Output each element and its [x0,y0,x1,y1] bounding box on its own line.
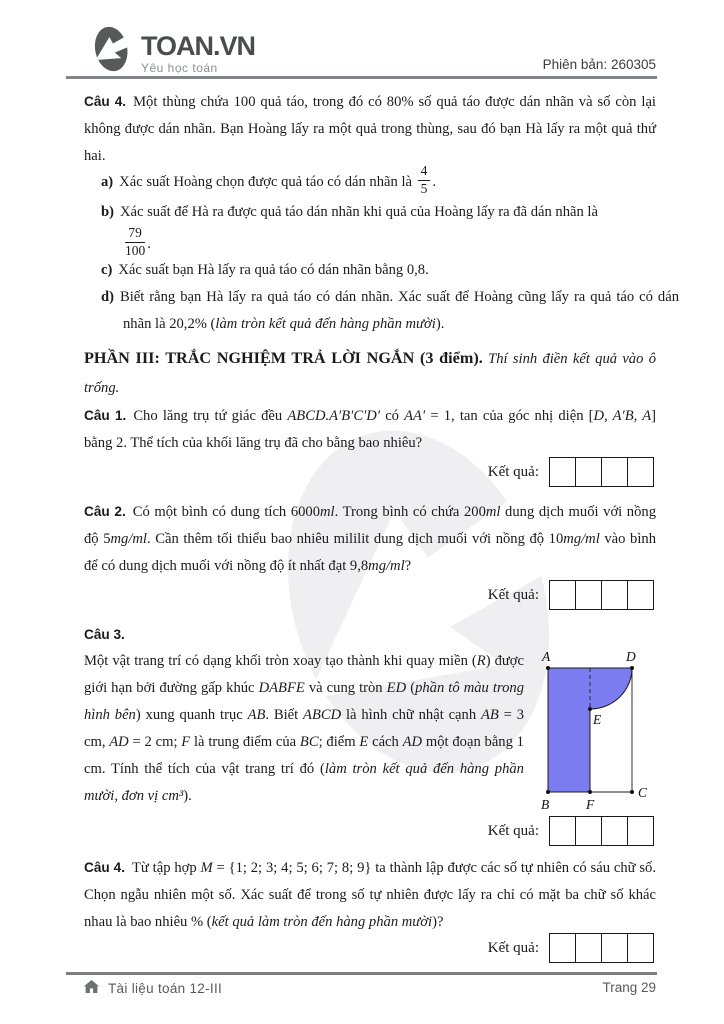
result-boxes[interactable] [549,933,654,963]
toanvn-logo-icon [92,22,134,81]
result-label: Kết quả: [487,939,539,956]
home-icon [84,980,99,997]
answer-cell[interactable] [628,817,653,845]
answer-row-3 [488,816,654,846]
page-number: Trang 29 [602,980,656,995]
answer-cell[interactable] [550,458,576,486]
brand-tagline: Yêu học toán [141,61,218,75]
result-boxes[interactable] [549,457,654,487]
question-text: Một thùng chứa 100 quả táo, trong đó có 80% số quả táo được dán nhãn và số còn lại không được dán nhãn. Bạn Hoàng lấy ra một quả trong thùng, sau đó bạn Hà lấy ra một quả thứ hai. [84,94,656,164]
answer-cell[interactable] [628,581,653,609]
item-label: b) [101,204,114,220]
answer-cell[interactable] [628,458,653,486]
result-boxes[interactable] [549,580,654,610]
footer-rule [66,972,657,975]
rotation-solid-figure [534,646,664,821]
result-label: Kết quả: [487,822,539,839]
answer-cell[interactable] [602,817,628,845]
question-text: Từ tập hợp M = {1; 2; 3; 4; 5; 6; 7; 8; 9} ta thành lập được các số tự nhiên có sáu chữ số. Chọn ngẫu nhiên một số. Xác suất để trong số tự nhiên được lấy ra chỉ có mặt ba chữ số khác nhau là bao nhiêu % (kết quả làm tròn đến hàng phần mười)? [84,860,656,930]
point-label-B: B [541,797,550,812]
answer-cell[interactable] [576,817,602,845]
point-label-C: C [638,785,648,800]
brand-name: TOAN.VN [141,31,256,61]
answer-row-2 [488,580,654,610]
footer-left [84,980,222,997]
answer-cell[interactable] [550,934,576,962]
question-label: Câu 2. [84,504,126,519]
question-2 [84,498,656,580]
item-label: c) [101,262,113,278]
answer-cell[interactable] [550,817,576,845]
answer-cell[interactable] [602,934,628,962]
list-item-c [101,257,679,284]
section-heading: PHẦN III: TRẮC NGHIỆM TRẢ LỜI NGẮN (3 điểm). Thí sinh điền kết quả vào ô trống. [84,349,656,396]
answer-cell[interactable] [602,581,628,609]
point-label-D: D [626,649,636,664]
answer-cell[interactable] [576,458,602,486]
question-3-label [84,621,656,649]
list-item-d [101,284,679,338]
item-text: Biết rằng bạn Hà lấy ra quả táo có dán nhãn. Xác suất để Hoàng cũng lấy ra quả táo có dán nhãn là 20,2% (làm tròn kết quả đến hàng phần mười). [119,289,679,332]
item-label: d) [101,289,114,305]
question-text: Có một bình có dung tích 6000ml. Trong bình có chứa 200ml dung dịch muối với nồng độ 5mg/ml. Cần thêm tối thiểu bao nhiêu mililit dung dịch muối với nồng độ 10mg/ml vào bình để có dung dịch muối với nồng độ ít nhất đạt 9,8mg/ml? [84,504,656,574]
question-4 [84,854,656,936]
question-3-text: Một vật trang trí có dạng khối tròn xoay tạo thành khi quay miền (R) được giới hạn bởi đường gấp khúc DABFE và cung tròn ED (phần tô màu trong hình bên) xung quanh trục AB. Biết ABCD là hình chữ nhật cạnh AB = 3 cm, AD = 2 cm; F là trung điểm của BC; điểm E cách AD một đoạn bằng 1 cm. Tính thể tích của vật trang trí đó (làm tròn kết quả đến hàng phần mười, đơn vị cm³). [84,653,524,804]
question-text: Cho lăng trụ tứ giác đều ABCD.A′B′C′D′ có AA′ = 1, tan của góc nhị diện [D, A′B, A] bằng 2. Thể tích của khối lăng trụ đã cho bằng bao nhiêu? [84,408,656,451]
answer-cell[interactable] [576,934,602,962]
item-label: a) [101,173,114,190]
question-label: Câu 4. [84,860,125,875]
answer-row-1 [488,457,654,487]
answer-cell[interactable] [628,934,653,962]
header-rule [66,76,657,79]
list-item-a [101,164,679,196]
footer-doc-title: Tài liệu toán 12-III [108,981,223,996]
result-label: Kết quả: [487,463,539,480]
result-label: Kết quả: [487,586,539,603]
answer-cell[interactable] [550,581,576,609]
point-label-E: E [593,712,602,727]
question-label: Câu 3. [84,627,125,642]
question-part2-4 [84,88,656,170]
question-label: Câu 1. [84,408,127,423]
list-item-b [101,199,679,258]
question-1 [84,402,656,457]
result-boxes[interactable] [549,816,654,846]
item-text: Xác suất Hoàng chọn được quả táo có dán nhãn là $\frac{4}{5}$ . [119,163,437,197]
item-text: Xác suất bạn Hà lấy ra quả táo có dán nhãn bằng 0,8. [118,262,429,278]
point-label-A: A [542,649,551,664]
answer-row-4 [488,933,654,963]
question-label: Câu 4. [84,94,127,109]
answer-cell[interactable] [576,581,602,609]
toanvn-logo [92,22,255,81]
answer-cell[interactable] [602,458,628,486]
point-label-F: F [586,797,595,812]
version-text: Phiên bản: 260305 [542,57,656,72]
item-text: Xác suất để Hà ra được quả táo dán nhãn khi quả của Hoàng lấy ra đã dán nhãn là $\frac{79}{100}$ . [119,204,598,259]
shaded-region [548,668,632,792]
